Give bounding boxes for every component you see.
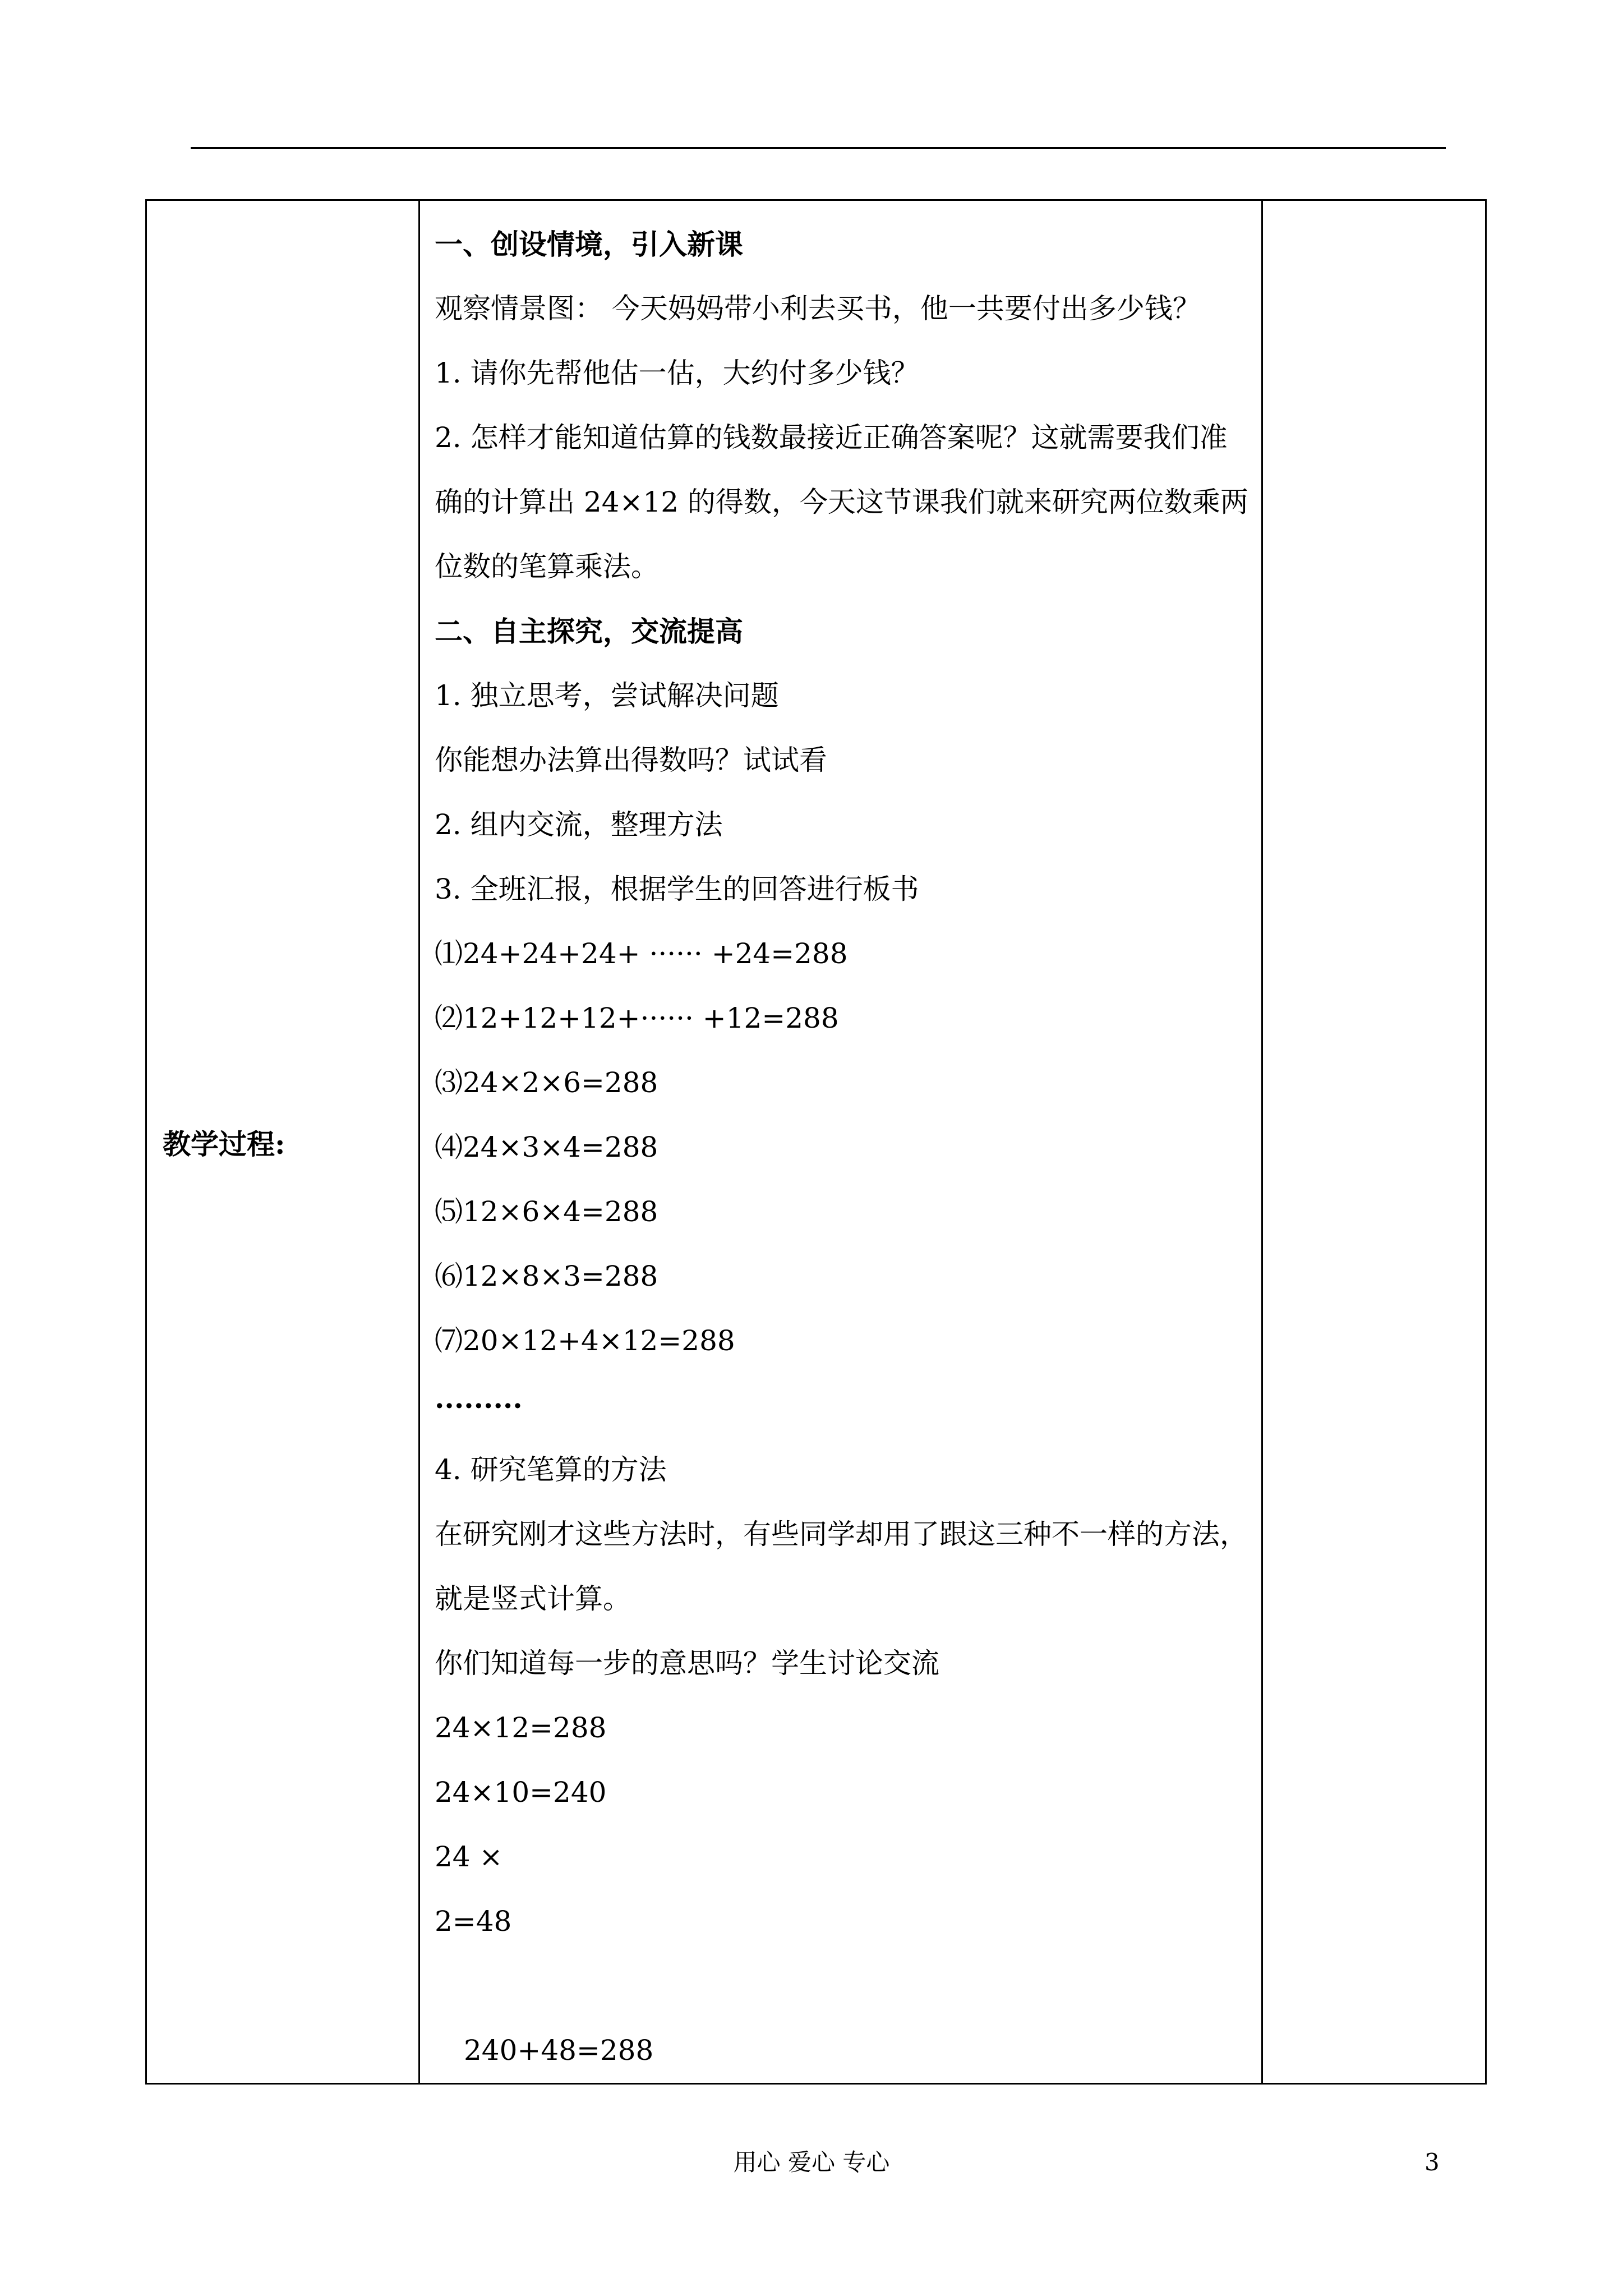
content-line: ⑶24×2×6=288 <box>435 1066 658 1099</box>
content-line: 一、创设情境，引入新课 <box>435 228 743 261</box>
content-line: 2. 组内交流，整理方法 <box>435 808 723 841</box>
content-line: 1. 请你先帮他估一估，大约付多少钱？ <box>435 357 919 389</box>
content-line: 二、自主探究，交流提高 <box>435 615 743 648</box>
notes-cell <box>1262 200 1486 2084</box>
content-cell <box>419 200 1262 2084</box>
content-line: 位数的笔算乘法。 <box>435 550 659 583</box>
lesson-plan-table <box>145 199 1487 2085</box>
content-line: 2=48 <box>435 1905 512 1938</box>
content-line: 你能想办法算出得数吗？试试看 <box>435 744 827 776</box>
content-line: 观察情景图： 今天妈妈带小利去买书，他一共要付出多少钱？ <box>435 292 1201 325</box>
teaching-process-label: 教学过程: <box>163 1127 285 1161</box>
content-line: 2. 怎样才能知道估算的钱数最接近正确答案呢？这就需要我们准 <box>435 421 1228 454</box>
content-line: 就是竖式计算。 <box>435 1582 631 1615</box>
content-line: ⑸12×6×4=288 <box>435 1195 658 1228</box>
content-lines <box>420 201 1261 2083</box>
table-row <box>146 200 1486 2084</box>
content-line: ⑹12×8×3=288 <box>435 1260 658 1292</box>
content-line: 24 × <box>435 1841 503 1873</box>
content-line: 24×10=240 <box>435 1776 607 1809</box>
content-line: ⑴24+24+24+ ······ +24=288 <box>435 937 848 970</box>
content-line: 240+48=288 <box>464 2034 654 2067</box>
header-rule <box>191 147 1446 149</box>
content-line: 你们知道每一步的意思吗？学生讨论交流 <box>435 1647 939 1680</box>
content-line: 3. 全班汇报，根据学生的回答进行板书 <box>435 873 919 905</box>
content-line: 4. 研究笔算的方法 <box>435 1453 667 1486</box>
content-line: 在研究刚才这些方法时，有些同学却用了跟这三种不一样的方法， <box>435 1518 1248 1550</box>
content-line: ⑺20×12+4×12=288 <box>435 1324 735 1357</box>
content-line: ⑵12+12+12+······ +12=288 <box>435 1002 839 1034</box>
page-number: 3 <box>1424 2148 1440 2176</box>
content-line <box>435 1954 1261 2018</box>
label-cell <box>146 200 419 2084</box>
content-line: ········· <box>435 1389 523 1422</box>
content-line: ⑷24×3×4=288 <box>435 1131 658 1163</box>
content-line: 确的计算出 24×12 的得数，今天这节课我们就来研究两位数乘两 <box>435 486 1248 518</box>
content-line: 24×12=288 <box>435 1711 607 1744</box>
content-line: 1. 独立思考，尝试解决问题 <box>435 679 779 712</box>
footer-text: 用心 爱心 专心 <box>733 2148 890 2176</box>
